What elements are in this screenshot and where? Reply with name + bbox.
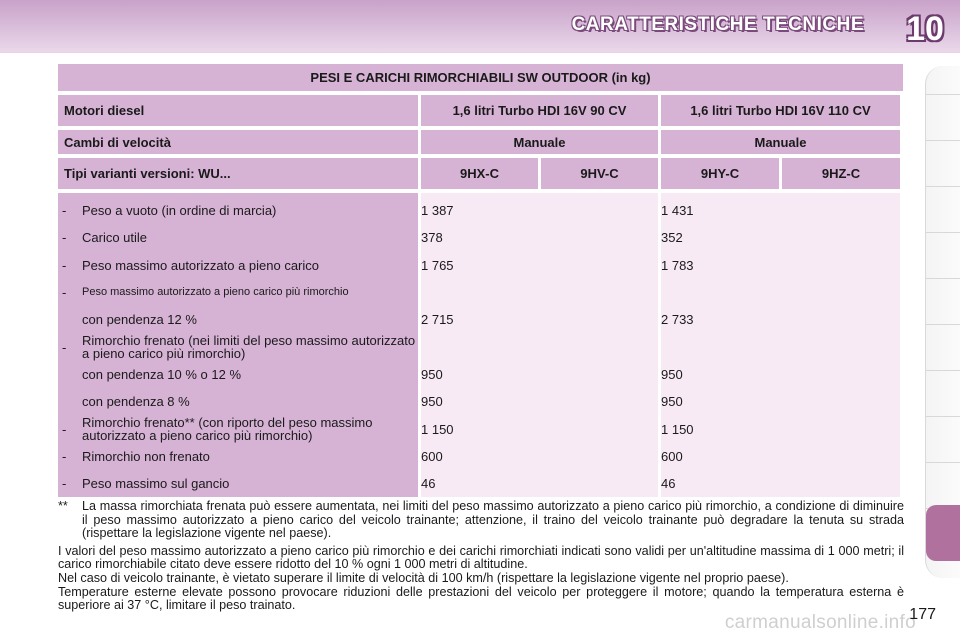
motori-label: Motori diesel	[58, 95, 418, 126]
speed-note: Nel caso di veicolo trainante, è vietato superare il limite di velocità di 100 km/h (rispettare la legislazione vigente nel proprio paese).	[58, 570, 789, 585]
values-column-90cv	[421, 193, 658, 497]
motore-110cv: 1,6 litri Turbo HDI 16V 110 CV	[661, 95, 900, 126]
table-row-label: - Carico utile	[62, 230, 148, 246]
table-cell: 950	[421, 394, 443, 410]
table-cell: 352	[661, 230, 683, 246]
chapter-number-badge: 10	[906, 10, 944, 48]
table-cell: 600	[421, 448, 443, 464]
table-row-label: - Rimorchio non frenato	[62, 448, 210, 464]
footnote-text: La massa rimorchiata frenata può essere aumentata, nei limiti del peso massimo autorizzato a pieno carico più rimorchio, a condizione di diminuire il peso massimo autorizzato a pieno carico del veicolo trainante; attenzione, il traino del veicolo trainante può degradare la tenuta su strada (rispettare la legislazione vigente nel paese).	[82, 499, 904, 541]
cambio-col1: Manuale	[421, 130, 658, 154]
table-row-label: con pendenza 8 %	[82, 394, 190, 410]
tab-divider	[926, 416, 960, 417]
table-row-label: con pendenza 10 % o 12 %	[82, 366, 242, 382]
page-number: 177	[909, 606, 936, 623]
table-cell: 600	[661, 448, 683, 464]
table-cell: 1 431	[661, 203, 694, 219]
tipo-9hv: 9HV-C	[541, 158, 658, 189]
tab-divider	[926, 232, 960, 233]
tab-divider	[926, 462, 960, 463]
table-cell: 2 715	[421, 312, 454, 328]
table-cell: 1 150	[661, 421, 694, 437]
table-cell: 950	[661, 394, 683, 410]
table-cell: 2 733	[661, 312, 694, 328]
tipo-9hy: 9HY-C	[661, 158, 779, 189]
tipo-9hx: 9HX-C	[421, 158, 538, 189]
tipi-label: Tipi varianti versioni: WU...	[58, 158, 418, 189]
table-row-label: con pendenza 12 %	[82, 312, 197, 328]
table-body	[58, 193, 903, 497]
weights-table	[58, 64, 903, 497]
values-column-110cv	[661, 193, 900, 497]
table-row-label: - Peso a vuoto (in ordine di marcia)	[62, 203, 277, 219]
table-cell: 950	[661, 366, 683, 382]
chapter-title: CARATTERISTICHE TECNICHE	[571, 14, 864, 35]
temperature-note: Temperature esterne elevate possono provocare riduzioni delle prestazioni del veicolo per proteggere il motore; quando la temperatura esterna è superiore ai 37 °C, limitare il peso trainato.	[58, 584, 904, 613]
watermark: carmanualsonline.info	[724, 612, 916, 633]
table-cell: 950	[421, 366, 443, 382]
footnote	[58, 500, 904, 541]
footnote-mark: **	[58, 499, 68, 513]
chapter-tab-strip[interactable]	[925, 66, 960, 578]
tab-divider	[926, 324, 960, 325]
table-cell: 1 765	[421, 257, 454, 273]
table-title: PESI E CARICHI RIMORCHIABILI SW OUTDOOR (in kg)	[58, 64, 903, 91]
row-labels-column	[58, 193, 418, 497]
header-band	[0, 0, 960, 53]
tab-divider	[926, 370, 960, 371]
tab-divider	[926, 186, 960, 187]
table-cell: 46	[421, 476, 436, 492]
altitude-note: I valori del peso massimo autorizzato a pieno carico più rimorchio e dei carichi rimorchiati indicati sono validi per un'altitudine massima di 1 000 metri; il carico rimorchiabile citato deve essere ridotto del 10 % ogni 1 000 metri di altitudine.	[58, 543, 904, 572]
table-cell: 1 387	[421, 203, 454, 219]
tab-divider	[926, 140, 960, 141]
cambio-col2: Manuale	[661, 130, 900, 154]
tab-divider	[926, 278, 960, 279]
table-cell: 1 150	[421, 421, 454, 437]
active-chapter-tab[interactable]	[926, 505, 960, 561]
table-cell: 1 783	[661, 257, 694, 273]
table-row-label: - Peso massimo autorizzato a pieno carico più rimorchio	[62, 285, 349, 301]
table-cell: 378	[421, 230, 443, 246]
notes-section	[58, 500, 904, 613]
table-row-label: - Rimorchio frenato (nei limiti del peso massimo autorizzato a pieno carico più rimorchio)	[62, 333, 416, 362]
cambi-label: Cambi di velocità	[58, 130, 418, 154]
tipo-9hz: 9HZ-C	[782, 158, 900, 189]
table-cell: 46	[661, 476, 676, 492]
tab-divider	[926, 94, 960, 95]
table-row-label: - Peso massimo sul gancio	[62, 476, 230, 492]
table-row-label: - Peso massimo autorizzato a pieno carico	[62, 257, 320, 273]
table-row-label: - Rimorchio frenato** (con riporto del peso massimo autorizzato a pieno carico più rimorchio)	[62, 415, 373, 444]
motore-90cv: 1,6 litri Turbo HDI 16V 90 CV	[421, 95, 658, 126]
